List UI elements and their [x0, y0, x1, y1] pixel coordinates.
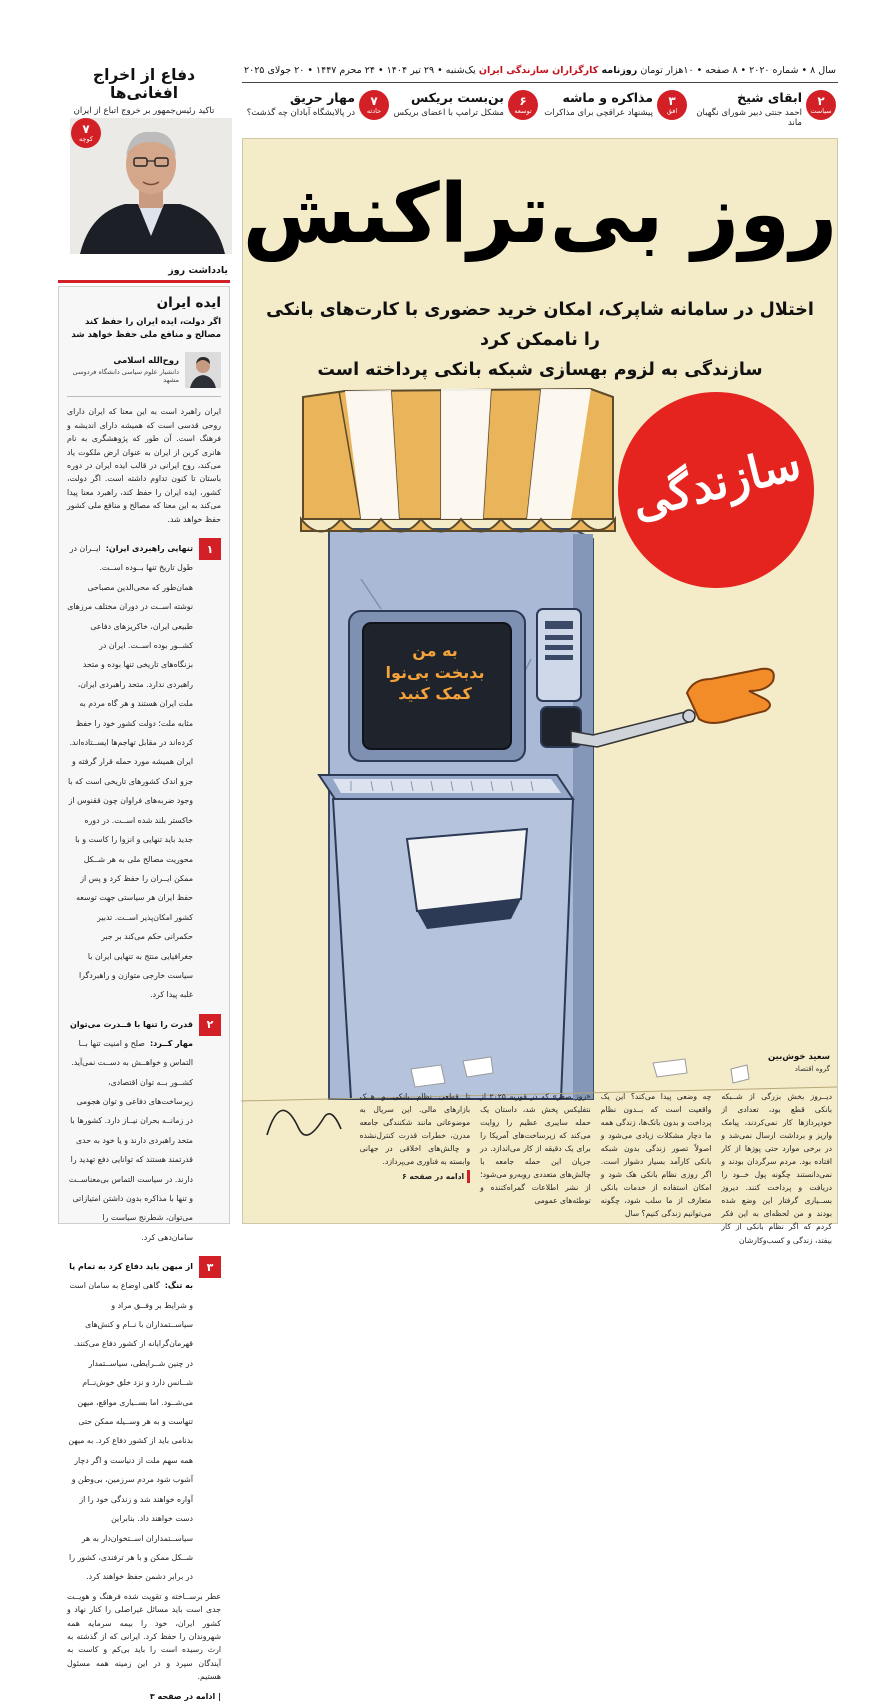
- author-block: [67, 352, 221, 388]
- teaser-desc: پیشنهاد عراقچی برای مذاکرات: [544, 108, 653, 118]
- left-top-headline: دفاع از اخراج افغانی‌ها: [92, 66, 196, 102]
- page-badge: ۷ حادثه: [359, 90, 389, 120]
- article-column: [360, 1090, 471, 1208]
- masthead-paper: کارگزاران سازندگی ایران: [478, 64, 599, 76]
- note-outro: عطر برســاخته و تقویت شده فرهنگ و هویــت جدی است باید مسائل غیراصلی را کنار نهاد و کشور ایران، خود را بیمه سرمایه همه شهروندان را حفظ کرد. ایرانی که از گذشته به ارث رسیده است را باید بی‌کم و کاست به آیندگان سپرد و در این زمینه همه مسئول هستیم.: [67, 1591, 221, 1682]
- atm-screen-line: بدبخت بی‌نوا: [385, 662, 485, 682]
- page-badge: ۲ سیاست: [806, 90, 836, 120]
- section-title: قدرت را تنها با قــدرت می‌توان مهار کــرد:: [70, 1019, 193, 1048]
- teaser-title: مهار حریق: [290, 90, 355, 105]
- teaser-title: ابقای شیخ: [737, 90, 802, 105]
- note-section: [67, 1254, 221, 1584]
- section-body: صلح و امنیت تنها بــا التماس و خواهــش به دســت نمی‌آید. کشــور بــه توان اقتصادی، زیرساخت‌های دفاعی و توان هجومی در زمانــه بحران نیــاز دارد. کشورها با متحد راهبردی دارند و یا خود به حدی قدرتمند هستند که توانایی دفع تهدید را دارند. در سیاست التماس بی‌معناســت و تنها با مذاکره بدون داشتن امتیازاتی می‌توان، شطرنج سیاست را سامان‌دهی کرد.: [68, 1038, 193, 1242]
- page-badge: ۷ کوچه: [71, 118, 101, 148]
- section-number: ۲: [199, 1014, 221, 1036]
- atm-screen-text: [372, 640, 498, 705]
- teaser-item[interactable]: [391, 88, 540, 128]
- masthead-divider: [242, 82, 838, 83]
- teaser-desc: مشکل ترامپ با اعضای بریکس: [393, 108, 504, 118]
- article-column: چه وضعی پیدا می‌کند؟ این یک واقعیت است که بــدون نظام پرداخت و بدون بانک‌ها، زندگی همه ما دچار مشکلات زیادی می‌شود و اصولاً تصور زندگی بدون شبکه بانکی کارآمد بسیار دشوار است. اگر روزی نظام بانکی هک شود و امکان استفاده از خدمات بانکی متعارف از ما سلب شود، چگونه می‌توانیم زندگی کنیم؟ سال: [600, 1092, 712, 1219]
- continue-link-label: ادامه در صفحه ۳: [149, 1691, 216, 1701]
- section-body: گاهی اوضاع به سامان است و شرایط بر وفــق مراد و سیاســتمداران با نــام و کنش‌های قهرمان‌گرایانه از کشور دفاع می‌کنند. در چنین شــرایطی، سیاســتمدار شــانس دارد و نزد خلق خوش‌نــام می‌شــود. اما بســیاری مواقع، میهن تنهاست و به هر وســیله ممکن حتی بدنامی باید از کشور دفاع کرد. به میهن همه سهم ملت از دنیاست و اگر دچار آشوب شود مردم سرزمین، بی‌وطن و آواره خواهند شد و زندگی خود را از دست خواهند داد. بنابراین سیاســتمداران اســتخوان‌دار به هر شــکل ممکن و با هر ترفندی، کشور را در برابر دشمن حفظ خواهند کرد.: [68, 1281, 193, 1582]
- masthead-paper-name: [479, 65, 637, 76]
- section-number: ۳: [199, 1256, 221, 1278]
- main-headline[interactable]: روز بی‌تراکنش: [242, 167, 838, 262]
- divider: [67, 396, 221, 397]
- section-body: ایــران در طول تاریخ تنها بــوده اســت. همان‌طور که محی‌الدین مصباحی نوشته اســت در دوران مختلف مرزهای طبیعی ایران، خاکریزهای دفاعی کشــور بوده اســت. ایران در بزنگاه‌های تاریخی تنها بوده و متحد راهبردی ندارد. متحد راهبردی ایران، ملت ایران هستند و هر گاه مردم به مثابه ملت؛ دولت کشور خود را حفظ کرده‌اند در مقابل تهاجم‌ها ایســتاده‌اند. ایران همیشه مورد حمله قرار گرفته و جزو اندک کشورهای تاریخی است که با وجود ضربه‌های فراوان چون ققنوس از خاکستر بلند شده اســت. در دوره جدید باید تنهایی و انزوا را کاست و با محوریت مصالح ملی به هر شــکل ممکن ایــران را حفظ کرد و پس از حفظ ایران هر سیاستی جهت توسعه کشور امکان‌پذیر اســت. تدبیر حکمرانی حکم می‌کند بر جبر جغرافیایی منتج به تنهایی ایران با سیاست خارجی متوازن و راهبردگرا غلبه پیدا کرد.: [67, 544, 193, 1000]
- masthead: [242, 60, 838, 80]
- article-column: «روز صفر» که در فوریه ۲۰۲۵ از نتفلیکس پخش شد، داستان یک حمله سایبری عظیم را روایت می‌کند که زیرساخت‌های آمریکا را برای یک دقیقه از کار می‌اندازد. در جریان این حمله جامعه با چالش‌های متعددی روبه‌رو می‌شود؛ از نشر اطلاعات گمراه‌کننده و توطئه‌های عمومی: [480, 1092, 591, 1206]
- section-title: تنهایی راهبردی ایران:: [105, 544, 193, 553]
- continue-link[interactable]: ادامه در صفحه ۶: [402, 1170, 470, 1183]
- cartoonist-name: سعید خوش‌بین: [768, 1052, 830, 1062]
- cartoonist-role: گروه اقتصاد: [794, 1065, 830, 1073]
- author-avatar-icon: [185, 352, 221, 388]
- left-top-subhead: تاکید رئیس‌جمهور بر خروج اتباع از ایران: [73, 106, 215, 116]
- page-badge: ۶ توسعه: [508, 90, 538, 120]
- masthead-date: یک‌شنبه • ۲۹ تیر ۱۴۰۴ • ۲۴ محرم ۱۴۴۷ • ۲۰ جولای ۲۰۲۵: [244, 64, 476, 76]
- teaser-row: [242, 88, 838, 128]
- note-section: [67, 536, 221, 1002]
- teaser-title: مذاکره و ماشه: [562, 90, 653, 105]
- teaser-item[interactable]: [242, 88, 391, 128]
- avatar: [185, 352, 221, 388]
- signature-space: [250, 1090, 350, 1208]
- section-number: ۱: [199, 538, 221, 560]
- masthead-title: روزنامه: [601, 64, 638, 76]
- note-subtitle: اگر دولت، ایده ایران را حفظ کند مصالح و منافع ملی حفظ خواهد شد: [71, 317, 221, 341]
- atm-screen-line: به من: [412, 641, 458, 660]
- section-title: از میهن باید دفاع کرد به تمام یا به تنگ:: [69, 1262, 193, 1291]
- note-intro: ایران راهبرد است به این معنا که ایران دارای روحی قدسی است که همیشه دارای اندیشه و فرهنگ است. آن طور که پژوهشگری به نام هانری کربن از ایران به عنوان ارض ملکوت یاد می‌کند، روح ایرانی در قالب ایده ایران در دوره باستان تا کنون تداوم داشته است. اگر دولت، کشور، ایده ایران را حفظ کند، راهبرد معنا پیدا می‌کند به این معنا که مصالح و منافع ملی کشور حفظ خواهد شد.: [67, 407, 221, 524]
- main-deck: [258, 296, 822, 385]
- deck-line: اختلال در سامانه شاپرک، امکان خرید حضوری با کارت‌های بانکی را ناممکن کرد: [266, 300, 814, 350]
- teaser-title: بن‌بست بریکس: [410, 90, 504, 105]
- cartoon-credit: [710, 1052, 830, 1073]
- lead-article: [250, 1090, 832, 1245]
- author-role: دانشیار علوم سیاسی دانشگاه فردوسی مشهد: [72, 368, 179, 385]
- masthead-issue-info: سال ۸ • شماره ۲۰۲۰ • ۸ صفحه • ۱۰هزار تومان: [640, 64, 836, 76]
- note-section-bar: یادداشت روز: [58, 265, 230, 283]
- left-page-badge: [71, 118, 101, 154]
- article-column: دیــروز بخش بزرگی از شــبکه بانکی قطع بود، تعدادی از خودپردازها کار نمی‌کردند، پیامک واریز و برداشت ارسال نمی‌شد و در برخی موارد حتی پوزها از کار افتاده بود. مردم سرگردان بودند و نمی‌دانستند چگونه پول خــود را دریافت و پرداخت کنند. دیروز بســیاری گرفتار این وضع شده بودند و من لحظه‌ای به این فکر کردم که اگر نظام بانکی از کار بیفتد، زندگی و کسب‌وکارشان: [721, 1092, 832, 1245]
- teaser-item[interactable]: [689, 88, 838, 128]
- teaser-desc: احمد جنتی دبیر شورای نگهبان ماند: [696, 108, 802, 128]
- note-of-day: [58, 286, 230, 1701]
- teaser-desc: در پالایشگاه آبادان چه گذشت؟: [246, 108, 355, 118]
- article-column-text: تا قطعی نظام بانکی و هــک بازارهای مالی. این سریال به موضوعاتی مانند شکنندگی جامعه مدرن، خطرات قدرت کنترل‌نشده و چالش‌های اخلاقی در جهانی وابسته به فناوری می‌پردازد.: [359, 1092, 471, 1167]
- page-badge: ۳ افق: [657, 90, 687, 120]
- author-name: روح‌الله اسلامی: [113, 356, 179, 367]
- continue-link[interactable]: | ادامه در صفحه ۳: [149, 1691, 221, 1701]
- note-title[interactable]: ایده ایران: [156, 295, 221, 311]
- deck-line: سازندگی به لزوم بهسازی شبکه بانکی پرداخته است: [317, 359, 763, 380]
- teaser-item[interactable]: [540, 88, 689, 128]
- note-section: [67, 1012, 221, 1244]
- sazandegi-logo-text: سازندگی: [626, 435, 807, 530]
- atm-screen-line: کمک کنید: [398, 684, 472, 704]
